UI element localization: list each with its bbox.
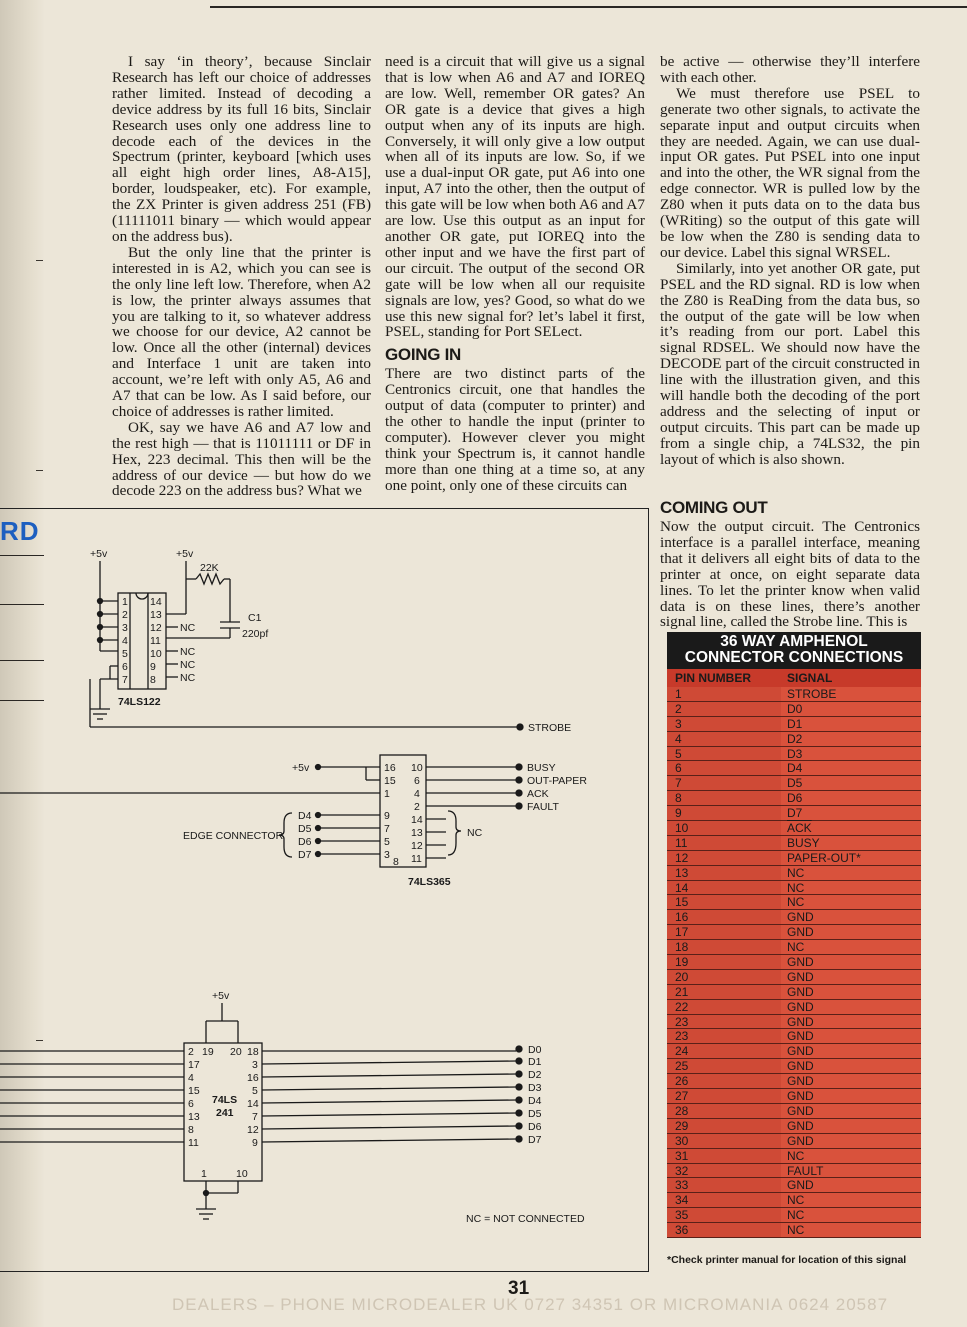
pin-number: 18 xyxy=(667,940,781,954)
table-row xyxy=(667,1104,921,1119)
nc-label: NC xyxy=(467,827,483,839)
pin-number: 36 xyxy=(667,1223,781,1237)
table-row xyxy=(667,866,921,881)
signal-label-strobe: STROBE xyxy=(528,722,572,734)
signal-label: D3 xyxy=(528,1082,542,1094)
pin-label: 16 xyxy=(384,762,396,774)
signal-name: NC xyxy=(781,1193,921,1207)
signal-label: D4 xyxy=(528,1095,542,1107)
pin-number: 17 xyxy=(667,925,781,939)
pin-label: 10 xyxy=(150,648,162,660)
table-row xyxy=(667,1119,921,1134)
article-column-3-continued xyxy=(660,493,920,630)
chip-74ls365 xyxy=(380,755,451,888)
pin-number: 34 xyxy=(667,1193,781,1207)
table-body xyxy=(667,687,921,1238)
pin-number: 24 xyxy=(667,1044,781,1058)
chip-label: 74LS365 xyxy=(408,876,451,888)
paragraph: Similarly, into yet another OR gate, put PSEL and the RD signal. RD is low when the Z80 is ReaDing from the data bus, so the output of the gate will be low when it’s reading from our port. Label this signal RDSEL. We should now have the DECODE part of the circuit constructed in line with the illustration given, and this will handle both the decoding of the port address and the selecting of input or output circuits. This part can be made up from a single chip, a 74LS32, the pin layout of which is also shown. xyxy=(660,259,920,468)
pin-label: 11 xyxy=(188,1137,199,1149)
pin-label: 5 xyxy=(384,836,390,848)
table-title-line: CONNECTOR CONNECTIONS xyxy=(684,649,904,666)
section-heading: COMING OUT xyxy=(660,498,768,517)
table-row xyxy=(667,702,921,717)
pin-label: 6 xyxy=(414,775,420,787)
pin-label: 12 xyxy=(150,622,162,634)
signal-name: NC xyxy=(781,1208,921,1222)
article-column-2 xyxy=(385,54,645,494)
table-footnote: *Check printer manual for location of this signal xyxy=(667,1254,907,1266)
signal-name: GND xyxy=(781,1089,921,1103)
chip-label: 241 xyxy=(216,1107,234,1119)
signal-name: $\overline{ACK}$ xyxy=(781,821,921,835)
table-row xyxy=(667,776,921,791)
pin-number: 5 xyxy=(667,747,781,761)
pin-label: 15 xyxy=(188,1085,200,1097)
table-row xyxy=(667,985,921,1000)
pin-label: 5 xyxy=(252,1085,258,1097)
pin-number: 4 xyxy=(667,732,781,746)
pin-label: 11 xyxy=(411,853,422,865)
amphenol-connector-table xyxy=(667,632,921,1238)
pin-label: 10 xyxy=(236,1168,248,1180)
signal-name: STROBE xyxy=(781,687,921,701)
table-row xyxy=(667,1134,921,1149)
pin-label: 13 xyxy=(411,827,423,839)
pin-label: 2 xyxy=(188,1046,194,1058)
signal-name: GND xyxy=(781,1044,921,1058)
signal-name: NC xyxy=(781,895,921,909)
pin-label: 3 xyxy=(384,849,390,861)
pin-number: 15 xyxy=(667,895,781,909)
pin-number: 16 xyxy=(667,910,781,924)
pin-label: 8 xyxy=(188,1124,194,1136)
pin-number: 26 xyxy=(667,1074,781,1088)
section-heading: GOING IN xyxy=(385,345,461,365)
pin-label: 11 xyxy=(150,635,161,647)
pin-number: 12 xyxy=(667,851,781,865)
pin-label: 7 xyxy=(384,823,390,835)
table-row xyxy=(667,895,921,910)
pin-label: 3 xyxy=(122,622,128,634)
paragraph: There are two distinct parts of the Centronics circuit, one that handles the output of data (computer to printer) and the other to handle the input (printer to computer). However clever you might think your Spectrum is, it cannot handle more than one thing at a time so, at any one point, only one of these circuits can xyxy=(385,365,645,494)
table-row xyxy=(667,910,921,925)
pin-label: 12 xyxy=(411,840,423,852)
signal-name: GND xyxy=(781,955,921,969)
supply-label: +5v xyxy=(90,548,108,560)
signal-name: D1 xyxy=(781,717,921,731)
signal-label: BUSY xyxy=(527,762,556,774)
paragraph: I say ‘in theory’, because Sinclair Research has left our choice of addresses rather limited. Instead of decoding a device address by its full 16 bits, Sinclair Research uses only one address line to decode each of the devices in the Spectrum (printer, keyboard [which uses all eight high order lines, A8-A15], border, loudspeaker, etc). For example, the ZX Printer is given address 251 (FB) (11111011 binary — which would appear on the address bus). xyxy=(112,53,371,245)
table-row xyxy=(667,1074,921,1089)
article-column-1 xyxy=(112,54,371,499)
pin-number: 8 xyxy=(667,791,781,805)
capacitor-value: 220pf xyxy=(242,628,269,640)
table-row xyxy=(667,1164,921,1179)
signal-name: GND xyxy=(781,970,921,984)
table-row xyxy=(667,836,921,851)
table-row xyxy=(667,955,921,970)
paragraph: OK, say we have A6 and A7 low and the rest high — that is 11011111 or DF in Hex, 223 decimal. This then will be the address of our device — but how do we decode 223 on the address bus? What we xyxy=(112,418,371,500)
signal-label: FAULT xyxy=(527,801,559,813)
supply-label: +5v xyxy=(292,762,310,774)
pin-label: 3 xyxy=(252,1059,258,1071)
signal-name: GND xyxy=(781,1104,921,1118)
pin-number: 27 xyxy=(667,1089,781,1103)
pin-number: 25 xyxy=(667,1059,781,1073)
pin-label: 5 xyxy=(122,648,128,660)
resistor-label: 22K xyxy=(200,562,219,574)
pin-label: 7 xyxy=(122,674,128,686)
signal-name: NC xyxy=(781,940,921,954)
pin-label: 9 xyxy=(384,810,390,822)
signal-name: GND xyxy=(781,1119,921,1133)
signal-name: NC xyxy=(781,881,921,895)
pin-number: 9 xyxy=(667,806,781,820)
pin-number: 1 xyxy=(667,687,781,701)
table-title xyxy=(667,632,921,669)
pin-number: 11 xyxy=(667,836,781,850)
table-row xyxy=(667,1208,921,1223)
gutter-mark xyxy=(36,260,43,261)
pin-number: 13 xyxy=(667,866,781,880)
table-row xyxy=(667,821,921,836)
table-row xyxy=(667,732,921,747)
chip-74ls241 xyxy=(184,1043,262,1181)
pin-label: 7 xyxy=(252,1111,258,1123)
signal-name: D6 xyxy=(781,791,921,805)
table-row xyxy=(667,1089,921,1104)
signal-name: GND xyxy=(781,925,921,939)
nc-label: NC xyxy=(180,622,196,634)
pin-label: 12 xyxy=(247,1124,259,1136)
pin-label: 1 xyxy=(201,1168,207,1180)
paragraph: We must therefore use PSEL to generate two other signals, to activate the separate input and output circuits when they are needed. Again, we can use dual-input OR gates. Put PSEL into one input and into the other, the WR signal from the edge connector. WR is pulled low by the Z80 when it puts data on to the data bus (WRiting) so the output of this gate will be low when the Z80 is sending data to our device. Label this signal WRSEL. xyxy=(660,84,920,261)
top-rule xyxy=(210,6,967,8)
nc-label: NC xyxy=(180,646,196,658)
circuit-diagram xyxy=(0,508,649,1272)
pin-number: 3 xyxy=(667,717,781,731)
paragraph: But the only line that the printer is interested in is A2, which you can see is the only line left low. Therefore, when A2 is low, the printer always assumes that you are talking to it, so whatever address we choose for our device, A2 cannot be low. Once all the other (internal) devices and Interface 1 unit are taken into account, we’re left with only A5, A6 and A7 that can be low. As I said before, our choice of addresses is rather limited. xyxy=(112,243,371,420)
nc-label: NC xyxy=(180,659,196,671)
signal-name: NC xyxy=(781,866,921,880)
column-header-signal: SIGNAL xyxy=(787,671,833,685)
table-row xyxy=(667,1000,921,1015)
table-row xyxy=(667,717,921,732)
pin-number: 23 xyxy=(667,1029,781,1043)
signal-label: D5 xyxy=(298,823,312,835)
signal-label: D7 xyxy=(528,1134,542,1146)
table-row xyxy=(667,881,921,896)
table-row xyxy=(667,925,921,940)
signal-name: D7 xyxy=(781,806,921,820)
pin-label: 4 xyxy=(414,788,420,800)
article-column-3 xyxy=(660,54,920,468)
table-row xyxy=(667,940,921,955)
signal-name: GND xyxy=(781,1178,921,1192)
signal-name: NC xyxy=(781,1223,921,1237)
table-row xyxy=(667,1149,921,1164)
table-title-line: 36 WAY AMPHENOL xyxy=(720,633,868,650)
pin-label: 13 xyxy=(150,609,162,621)
pin-number: 33 xyxy=(667,1178,781,1192)
pin-number: 28 xyxy=(667,1104,781,1118)
signal-label: D6 xyxy=(528,1121,542,1133)
faint-bleed-through: DEALERS – PHONE MICRODEALER UK 0727 34351 OR MICROMANIA 0624 20587 xyxy=(172,1295,889,1314)
pin-label: 15 xyxy=(384,775,396,787)
paragraph: need is a circuit that will give us a signal that is low when A6 and A7 and IOREQ are low. Well, remember OR gates? An OR gate is a device that gives a high output when any of its inputs are high. Conversely, it will only give a low output when all of its inputs are low. So, if we use a dual-input OR gate, put A6 into one input, A7 into the other, then the output of this gate will be low when both A6 and A7 are low. Use this output as an input for another OR gate, put IOREQ into the other input and we have the first part of our circuit. The output of the second OR gate will be low when all our requisite signals are low, yes? Good, so what do we use this new signal for? let’s label it first, PSEL, standing for Port SELect. xyxy=(385,53,645,341)
pin-label: 8 xyxy=(150,674,156,686)
table-row xyxy=(667,1223,921,1238)
signal-name: D2 xyxy=(781,732,921,746)
table-row xyxy=(667,761,921,776)
supply-label: +5v xyxy=(212,990,230,1002)
pin-number: 6 xyxy=(667,761,781,775)
pin-number: 30 xyxy=(667,1134,781,1148)
pin-number: 7 xyxy=(667,776,781,790)
edge-connector-label: EDGE CONNECTOR xyxy=(183,830,284,842)
supply-label: +5v xyxy=(176,548,194,560)
page-number: 31 xyxy=(508,1278,530,1299)
signal-label: OUT-PAPER xyxy=(527,775,587,787)
signal-name: D4 xyxy=(781,761,921,775)
signal-label: D6 xyxy=(298,836,312,848)
pin-number: 19 xyxy=(667,955,781,969)
chip-74ls122 xyxy=(118,593,166,708)
pin-label: 6 xyxy=(188,1098,194,1110)
signal-name: GND xyxy=(781,1000,921,1014)
pin-label: 10 xyxy=(411,762,423,774)
signal-label: D5 xyxy=(528,1108,542,1120)
pin-label: 4 xyxy=(188,1072,194,1084)
signal-label: D7 xyxy=(298,849,312,861)
signal-name: BUSY xyxy=(781,836,921,850)
pin-number: 22 xyxy=(667,1000,781,1014)
signal-name: D0 xyxy=(781,702,921,716)
signal-name: GND xyxy=(781,985,921,999)
pin-number: 2 xyxy=(667,702,781,716)
signal-name: D3 xyxy=(781,747,921,761)
paragraph: be active — otherwise they’ll interfere with each other. xyxy=(660,53,920,86)
table-row xyxy=(667,806,921,821)
table-row xyxy=(667,1193,921,1208)
data-output-lines xyxy=(262,1046,522,1142)
table-header-row xyxy=(667,669,921,687)
signal-name: GND xyxy=(781,910,921,924)
table-row xyxy=(667,1029,921,1044)
signal-label: D1 xyxy=(528,1056,542,1068)
pin-label: 2 xyxy=(122,609,128,621)
signal-label: D0 xyxy=(528,1044,542,1056)
pin-number: 21 xyxy=(667,985,781,999)
table-row xyxy=(667,970,921,985)
pin-label: 13 xyxy=(188,1111,200,1123)
column-header-pin: PIN NUMBER xyxy=(675,671,752,685)
pin-label: 14 xyxy=(247,1098,259,1110)
signal-name: NC xyxy=(781,1149,921,1163)
table-row xyxy=(667,851,921,866)
pin-number: 20 xyxy=(667,970,781,984)
pin-label: 2 xyxy=(414,801,420,813)
signal-name: GND xyxy=(781,1059,921,1073)
capacitor-label: C1 xyxy=(248,612,262,624)
pin-label: 9 xyxy=(252,1137,258,1149)
nc-label: NC xyxy=(180,672,196,684)
pin-label: 1 xyxy=(122,596,128,608)
table-row xyxy=(667,1059,921,1074)
pin-label: 19 xyxy=(202,1046,214,1058)
table-row xyxy=(667,1044,921,1059)
pin-number: 14 xyxy=(667,881,781,895)
pin-number: 31 xyxy=(667,1149,781,1163)
table-row xyxy=(667,747,921,762)
pin-label: 16 xyxy=(247,1072,259,1084)
table-row xyxy=(667,1178,921,1193)
chip-label: 74LS122 xyxy=(118,696,161,708)
pin-number: 23 xyxy=(667,1015,781,1029)
signal-name: PAPER-OUT* xyxy=(781,851,921,865)
signal-name: GND xyxy=(781,1074,921,1088)
signal-label: ACK xyxy=(527,788,549,800)
chip-label: 74LS xyxy=(212,1094,238,1106)
pin-label: 20 xyxy=(230,1046,242,1058)
side-label: RD xyxy=(0,516,40,546)
signal-label: D4 xyxy=(298,810,312,822)
legend-nc: NC = NOT CONNECTED xyxy=(466,1213,585,1225)
pin-number: 35 xyxy=(667,1208,781,1222)
gutter-mark xyxy=(36,470,43,471)
pin-label: 17 xyxy=(188,1059,200,1071)
signal-name: D5 xyxy=(781,776,921,790)
pin-number: 29 xyxy=(667,1119,781,1133)
pin-label: 9 xyxy=(150,661,156,673)
pin-label: 14 xyxy=(150,596,162,608)
pin-number: 10 xyxy=(667,821,781,835)
pin-number: 32 xyxy=(667,1164,781,1178)
pin-label: 6 xyxy=(122,661,128,673)
table-row xyxy=(667,791,921,806)
signal-name: FAULT xyxy=(781,1164,921,1178)
pin-label: 8 xyxy=(393,856,399,868)
signal-name: GND xyxy=(781,1134,921,1148)
signal-name: GND xyxy=(781,1015,921,1029)
signal-name: GND xyxy=(781,1029,921,1043)
table-row xyxy=(667,687,921,702)
pin-label: 1 xyxy=(384,788,390,800)
pin-label: 4 xyxy=(122,635,128,647)
signal-label: D2 xyxy=(528,1069,542,1081)
table-row xyxy=(667,1015,921,1030)
pin-label: 14 xyxy=(411,814,423,826)
pin-label: 18 xyxy=(247,1046,259,1058)
paragraph: Now the output circuit. The Centronics interface is a parallel interface, meaning that it delivers all eight bits of data to the printer at once, on eight separate data lines. To let the printer know when valid data is on these lines, there’s another signal line, called the Strobe line. This is xyxy=(660,518,920,631)
